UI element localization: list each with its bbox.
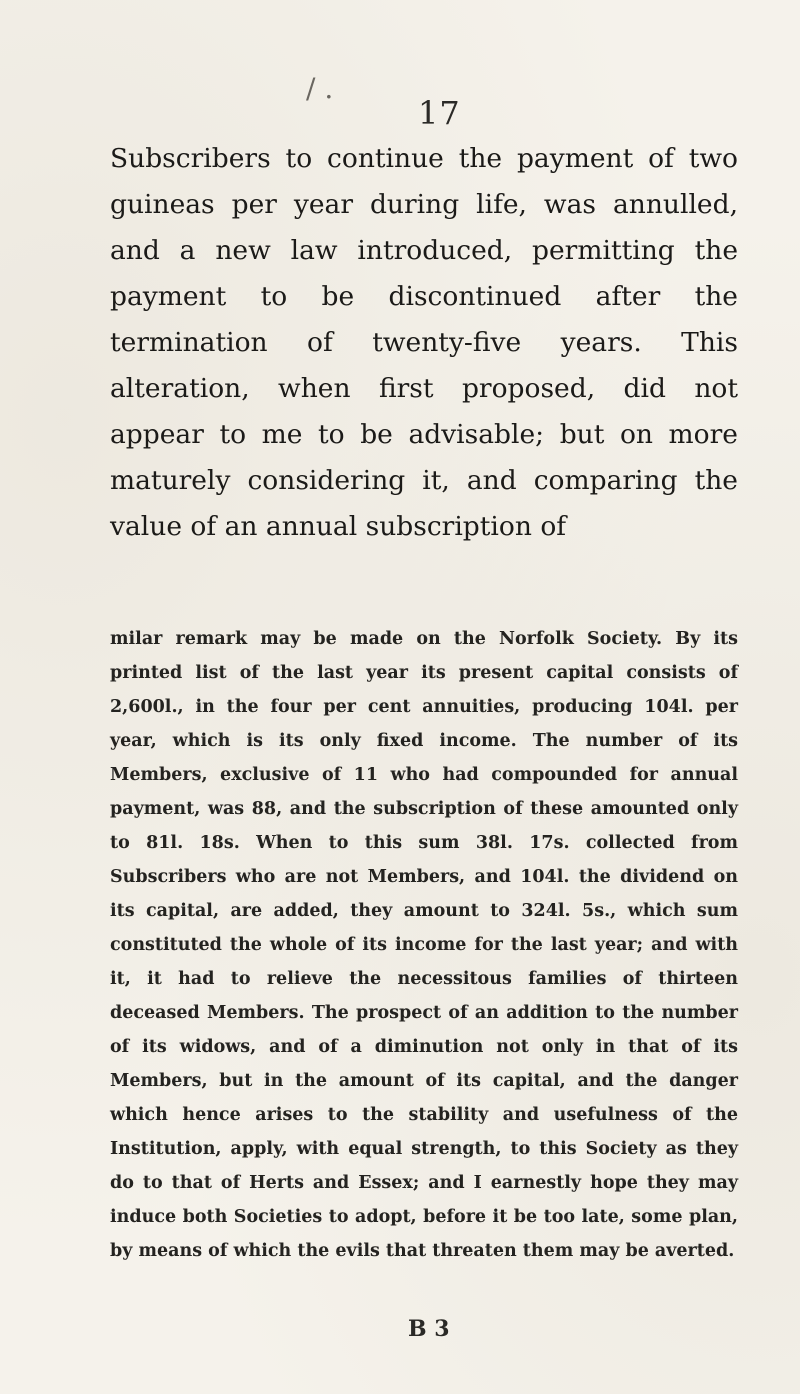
footnote-paragraph: milar remark may be made on the Norfolk Society. By its printed list of the last year its present capital consists of 2,600l., in the four per cent annuities, producing 104l. per year, which is its only fixed income. The number of its Members, exclusive of 11 who had compounded for annual payment, was 88, and the subscription of these amounted only to 81l. 18s. When to this sum 38l. 17s. collected from Subscribers who are not Members, and 104l. the dividend on its capital, are added, they amount to 324l. 5s., which sum constituted the whole of its income for the last year; and with it, it had to relieve the necessitous families of thirteen deceased Members. The prospect of an addition to the number of its widows, and of a diminution not only in that of its Members, but in the amount of its capital, and the danger which hence arises to the stability and usefulness of the Institution, apply, with equal strength, to this Society as they do to that of Herts and Essex; and I earnestly hope they may induce both Societies to adopt, before it be too late, some plan, by means of which the evils that threaten them may be averted. bbox=[110, 629, 738, 1261]
signature-mark: B 3 bbox=[408, 1316, 450, 1342]
margin-mark: / . bbox=[306, 72, 334, 105]
main-paragraph: Subscribers to continue the payment of two guineas per year during life, was annulled, and a new law introduced, permitting the payment to be discontinued after the termination of twenty-five years. This alteration, when first proposed, did not appear to me to be advisable; but on more maturely considering it, and comparing the value of an annual subscription of bbox=[110, 143, 738, 542]
main-text-block bbox=[110, 136, 738, 550]
page-number: 17 bbox=[418, 94, 461, 132]
footnote-block bbox=[110, 622, 738, 1268]
